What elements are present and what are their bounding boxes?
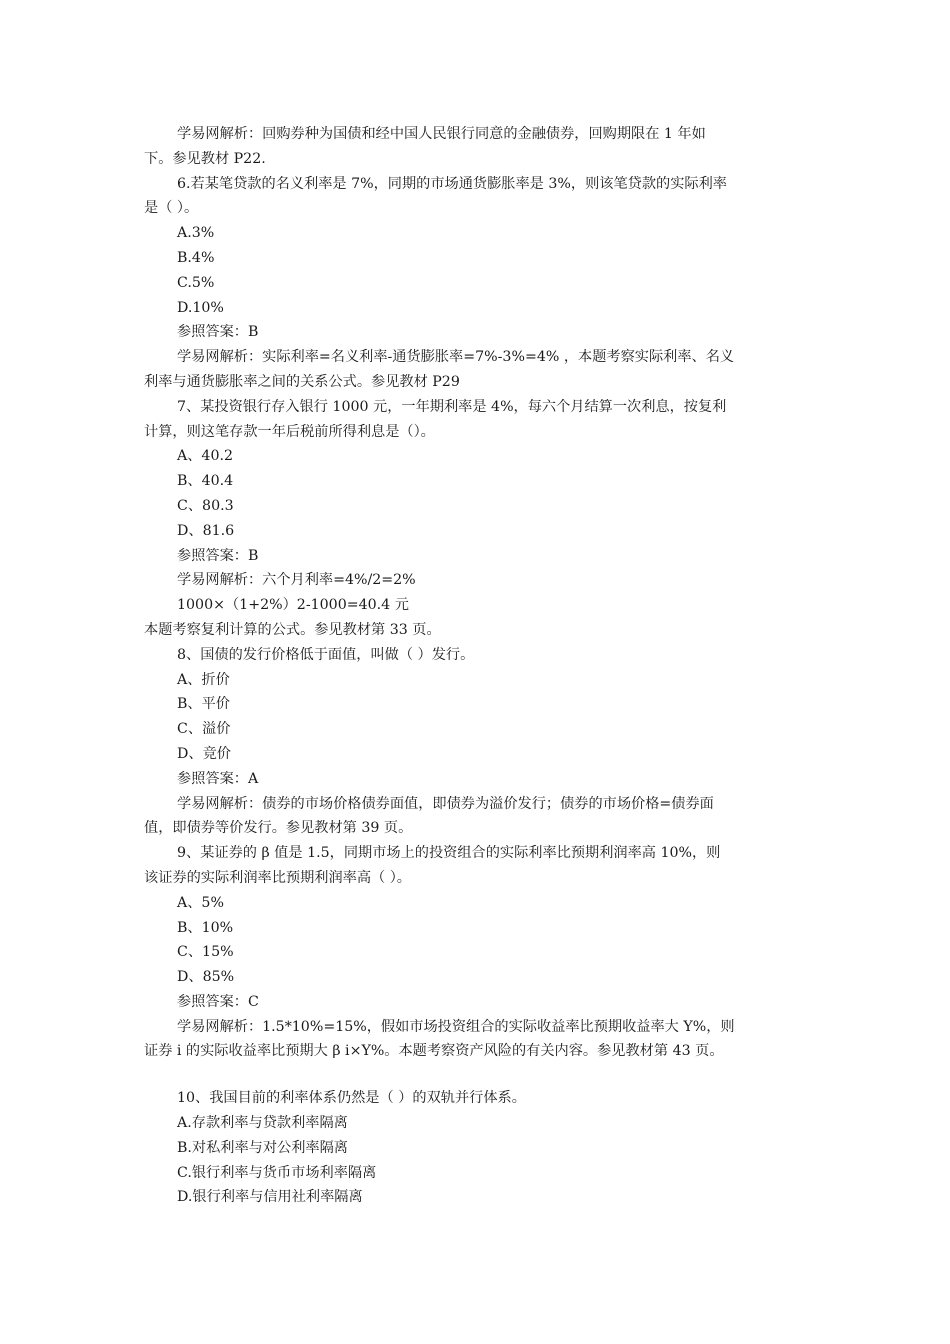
text-line: 是（ ）。 bbox=[144, 200, 199, 217]
text-line: 1000×（1+2%）2-1000=40.4 元 bbox=[177, 597, 409, 614]
text-line: 6.若某笔贷款的名义利率是 7%，同期的市场通货膨胀率是 3%，则该笔贷款的实际利率 bbox=[177, 175, 727, 192]
text-line: 参照答案：C bbox=[177, 993, 259, 1010]
blank-line bbox=[144, 1064, 809, 1086]
document-page bbox=[144, 122, 809, 1210]
text-line: 该证券的实际利润率比预期利润率高（ ）。 bbox=[144, 869, 411, 886]
text-line: 学易网解析：回购券种为国债和经中国人民银行同意的金融债券，回购期限在 1 年如 bbox=[177, 126, 706, 142]
text-line: 参照答案：B bbox=[177, 547, 259, 564]
text-line: B.对私利率与对公利率隔离 bbox=[177, 1139, 348, 1156]
text-line: 学易网解析：实际利率=名义利率-通货膨胀率=7%-3%=4% ，本题考察实际利率、名义 bbox=[177, 349, 735, 366]
text-line: 10、我国目前的利率体系仍然是（ ）的双轨并行体系。 bbox=[177, 1090, 526, 1107]
text-line: B.4% bbox=[177, 249, 215, 266]
text-line: 值，即债券等价发行。参见教材第 39 页。 bbox=[144, 820, 413, 837]
text-line: A.3% bbox=[177, 225, 215, 242]
text-line: 下。参见教材 P22. bbox=[144, 150, 266, 167]
text-line: B、40.4 bbox=[177, 473, 234, 490]
text-line: 9、某证券的 β 值是 1.5，同期市场上的投资组合的实际利率比预期利润率高 10%，则 bbox=[177, 845, 721, 862]
text-line: 8、国债的发行价格低于面值，叫做（ ）发行。 bbox=[177, 646, 475, 663]
text-line: C、80.3 bbox=[177, 497, 234, 514]
text-line: C.银行利率与货币市场利率隔离 bbox=[177, 1164, 377, 1181]
text-line: C、15% bbox=[177, 944, 234, 961]
text-line: B、10% bbox=[177, 919, 234, 936]
text-line: 学易网解析：六个月利率=4%/2=2% bbox=[177, 572, 416, 589]
text-line: D、85% bbox=[177, 969, 235, 986]
text-line: 利率与通货膨胀率之间的关系公式。参见教材 P29 bbox=[144, 373, 460, 390]
text-line: 7、某投资银行存入银行 1000 元，一年期利率是 4%，每六个月结算一次利息，按复利 bbox=[177, 398, 727, 415]
text-line: D.10% bbox=[177, 299, 224, 316]
text-line: A.存款利率与贷款利率隔离 bbox=[177, 1115, 348, 1132]
text-line: 参照答案：B bbox=[177, 324, 259, 341]
text-line: A、5% bbox=[177, 894, 224, 911]
text-line: D、竞价 bbox=[177, 745, 231, 762]
text-line: 本题考察复利计算的公式。参见教材第 33 页。 bbox=[144, 621, 441, 638]
text-line: 计算，则这笔存款一年后税前所得利息是（）。 bbox=[144, 423, 435, 440]
text-line: B、平价 bbox=[177, 696, 230, 713]
text-line: C、溢价 bbox=[177, 721, 231, 738]
text-line: 学易网解析：债券的市场价格债券面值，即债券为溢价发行；债券的市场价格=债券面 bbox=[177, 795, 714, 812]
text-line: A、40.2 bbox=[177, 448, 234, 465]
text-line: 学易网解析：1.5*10%=15%，假如市场投资组合的实际收益率比预期收益率大 Y%，则 bbox=[177, 1018, 735, 1035]
text-line: 证券 i 的实际收益率比预期大 β i×Y%。本题考察资产风险的有关内容。参见教材第 43 页。 bbox=[144, 1043, 724, 1060]
text-line: 参照答案：A bbox=[177, 770, 259, 787]
text-line: D、81.6 bbox=[177, 522, 235, 539]
text-line: D.银行利率与信用社利率隔离 bbox=[177, 1189, 363, 1206]
text-line: C.5% bbox=[177, 274, 215, 291]
text-line: A、折价 bbox=[177, 671, 230, 688]
